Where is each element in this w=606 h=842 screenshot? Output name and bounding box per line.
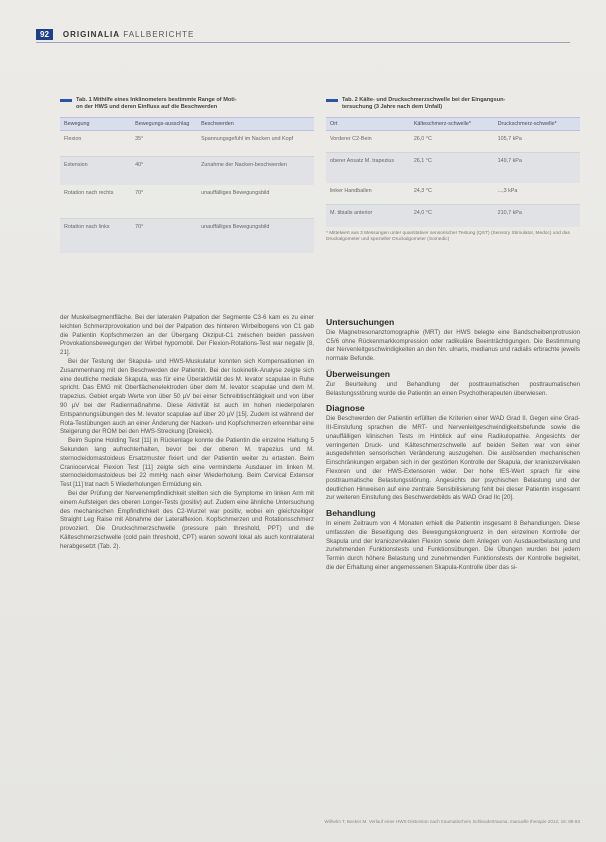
table-cell: 105,7 kPa: [494, 131, 580, 153]
table-header-cell: Bewegungs-ausschlag: [131, 118, 197, 131]
table-header-row: [60, 118, 314, 131]
table-row: [326, 131, 580, 153]
table-row: [60, 157, 314, 185]
table-header-cell: Beschwerden: [197, 118, 314, 131]
subcategory-label: FALLBERICHTE: [123, 29, 195, 39]
table-2: [326, 97, 580, 243]
page-header: [36, 28, 570, 40]
section-heading: Behandlung: [326, 508, 376, 519]
section-ueberweisungen: [326, 370, 580, 398]
table-cell: 26,0 °C: [410, 131, 494, 153]
table-marker: [60, 99, 72, 102]
table-1-caption: [60, 97, 314, 111]
table-header-cell: Bewegung: [60, 118, 131, 131]
table-header-cell: Druckschmerz-schwelle*: [494, 118, 580, 131]
page-number: 92: [36, 29, 53, 40]
table-header-cell: Ort: [326, 118, 410, 131]
table-2-caption-line: Tab. 2 Kälte- und Druckschmerzschwelle bei der Eingangsun-: [342, 97, 506, 103]
table-cell: 40°: [131, 157, 197, 185]
section-untersuchungen: [326, 318, 580, 364]
left-text-column: [60, 314, 314, 552]
table-cell: M. tibialis anterior: [326, 205, 410, 227]
table-cell: ...,3 kPa: [494, 183, 580, 205]
body-paragraph: Bei der Testung der Skapula- und HWS-Muskulatur konnten sich Kompensationen im Zusammenhang mit den Beschwerden der Patientin. Bei der Isokinetik-Analyse zeigte sich eine deutliche mediale Skapula, was für eine Überaktivität des M. levator scapulae in Ruhe spricht. Das EMG mit Oberflächenelektroden über dem M. levator scapulae und dem M. trapezius. Gebiet ergab Werte von über 50 µV bei einer Schreibtischtätigkeit und von über 90 µV bei der Radiermaßnahme. Diese Aktivität ist auch im hohen niederpolaren Entspannungsübungen des M. levator scapulae auf über 20 µV [15]. Zudem ist während der Rota-Testübungen auch an einer Änderung der Nacken- und Kopfschmerzen erkennbar eine Steigerung der ROM bei den HWS-Streckung (Dreieck).: [60, 357, 314, 436]
table-cell: 24,3 °C: [410, 183, 494, 205]
body-paragraph: In einem Zeitraum von 4 Monaten erhielt die Patientin insgesamt 8 Behandlungen. Diese umfassten die Beseitigung des Bewegungskongruenz in den einzelnen Kontrolle der Skapula und der kraniozervikalen Flexion sowie dem Anlegen von Ausdauerbelastung und zunehmenden Funktionstests und Funktionsübungen. Die Übungen wurden bei jedem Termin durch höhere Belastung und zunehmenden Funktionstests der Kontrolle begleitet, die der Erhaltung einer angemessenen Skapula-Kontrolle über das si-: [326, 519, 580, 571]
table-cell: unauffälliges Bewegungsbild: [197, 185, 314, 219]
section-heading: Untersuchungen: [326, 317, 395, 327]
table-row: [60, 131, 314, 157]
table-1-caption-line: Tab. 1 Mithilfe eines Inklinometers bestimmte Range of Moti-: [76, 97, 237, 103]
table-cell: linker Handballen: [326, 183, 410, 205]
table-row: [326, 205, 580, 227]
table-cell: Extension: [60, 157, 131, 185]
table-cell: Vorderer C2-Bein: [326, 131, 410, 153]
table-cell: Rotation nach rechts: [60, 185, 131, 219]
table-header-row: [326, 118, 580, 131]
body-paragraph: Zur Beurteilung und Behandlung der posttraumatischen posttraumatischen Belastungsstörung wurde die Patientin an einen Psychotherapeuten überwiesen.: [326, 380, 580, 397]
table-cell: oberer Ansatz M. trapezius: [326, 153, 410, 183]
body-paragraph: Beim Supine Holding Test [11] in Rückenlage konnte die Patientin die einzelne Haltung 5 Sekunden lang aufrechterhalten, bevor bei der oberen M. trapezius und M. sternocleidomastoideus Ersatzmuster fixiert und der Patientin weiter zu ertasten. Beim Craniocervical Flexion Test [11] zeigte sich eine verminderte Ausdauer im linken M. sternocleidomastoideus bei 22 mmHg nach einer Wiederholung. Beim Cervical Extensor Test [11] trat nach 5 Wiederholungen Ermüdung ein.: [60, 437, 314, 489]
section-heading: Diagnose: [326, 403, 365, 414]
table-cell: Rotation nach links: [60, 219, 131, 253]
body-paragraph: der Muskelsegmentfläche. Bei der lateralen Palpation der Segmente C3-6 kam es zu einer leichten Schmerzprovokation und bei der Palpation des hinteren Wirbelbogens von C1 gab die Patientin Kopfschmerzen an der Übergang Okziput-C1 zwischen beiden passiven Provokationsbewegungen der Wirbel hypomobil. Der Flexion-Rotations-Test war negativ [8, 21].: [60, 314, 314, 357]
table-cell: 26,1 °C: [410, 153, 494, 183]
header-divider: [36, 42, 570, 43]
right-text-column: [326, 314, 580, 579]
section-heading: Überweisungen: [326, 368, 390, 379]
table-1: [60, 97, 314, 253]
table-cell: Zunahme der Nacken-beschwerden: [197, 157, 314, 185]
section-diagnose: [326, 404, 580, 503]
body-paragraph: Bei der Prüfung der Nervenempfindlichkeit stellten sich die Symptome im linken Arm mit einem Aufsteigen des oberen Longer-Tests (positiv) auf. Zudem eine ähnliche Untersuchung des mechanischen Empfindlichkeit des C2-Wurzel war positiv, wobei ein gleichzeitiger Straight Leg Raise mit Abnahme der Lateralflexion. Kopfschmerzen und Rotationsschmerz provoziert. Die Druckschmerzschwelle (pressure pain threshold, PPT) und die Kälteschmerzschwelle (cold pain threshold, CPT) waren sowohl lokal als auch kontralateral herabgesetzt (Tab. 2).: [60, 489, 314, 550]
page-footer: Wilhelm T, Becker M. Verlauf einer HWS-Distorsion nach traumatischem Schleudertrauma. manuelle therapie 2012; 16: 88-93: [324, 819, 580, 824]
table-cell: 35°: [131, 131, 197, 157]
table-cell: 70°: [131, 219, 197, 253]
section-label: [63, 30, 194, 39]
table-cell: Spannungsgefühl im Nacken und Kopf: [197, 131, 314, 157]
category-label: ORIGINALIA: [62, 29, 121, 39]
section-behandlung: [326, 509, 580, 573]
body-paragraph: Die Magnetresonanztomographie (MRT) der HWS belegte eine Bandscheibenprotrusion C5/6 ohne Rückenmarkkompression oder radikuläre Beeinträchtigungen. Die Bestimmung der Nervenleitgeschwindigkeiten an den Nn. ulnaris, medianus und radialis erbrachte jeweils normale Befunde.: [326, 328, 580, 363]
table-1-caption-line: on der HWS und deren Einfluss auf die Beschwerden: [76, 104, 218, 110]
table-cell: 149,7 kPa: [494, 153, 580, 183]
table-row: [326, 153, 580, 183]
table-2-footnote: * Mittelwert aus 3 Messungen unter quantitativer sensorischer Testung (QST) (Sensory Stimulator, Medoc) und das Druckalgometer und spezieller Druckalgometer (Somedic): [326, 230, 570, 242]
table-cell: 210,7 kPa: [494, 205, 580, 227]
body-paragraph: Die Beschwerden der Patientin erfüllten die Kriterien einer WAD Grad II. Gegen eine Grad-III-Einstufung sprachen die MRT- und Nervenleitgeschwindigkeitsbefunde sowie die unauffälligen klinischen Tests im Hinblick auf eine Radikulopathie. Angesichts der verringerten Druck- und Kälteschmerzschwelle auf beiden Seiten war von einer ausgedehnten sensorischen Veränderung auszugehen. Die auslösenden mechanischen Einschränkungen ergaben sich in der gestörten Kontrolle der Skapula, der kraniozervikalen Flexoren und der HWS-Extensoren wider. Der hohe IES-Wert sprach für eine posttraumatische Belastungsstörung. Angesichts der psychischen Belastung und der deutlichen Hinweisen auf eine zentrale Sensibilisierung fehlt bei dieser Patientin insgesamt zur weiteren Einstufung des Beschwerdebilds als WAD Grad IIc [20].: [326, 415, 580, 502]
table-cell: unauffälliges Bewegungsbild: [197, 219, 314, 253]
table-header-cell: Kälteschmerz-schwelle*: [410, 118, 494, 131]
table-row: [60, 219, 314, 253]
table-2-grid: [326, 117, 580, 227]
table-cell: 24,0 °C: [410, 205, 494, 227]
table-1-grid: [60, 117, 314, 253]
table-cell: Flexion: [60, 131, 131, 157]
table-2-caption-line: tersuchung (3 Jahre nach dem Unfall): [342, 104, 443, 110]
table-row: [60, 185, 314, 219]
table-row: [326, 183, 580, 205]
table-cell: 70°: [131, 185, 197, 219]
table-marker: [326, 99, 338, 102]
table-2-caption: [326, 97, 580, 111]
